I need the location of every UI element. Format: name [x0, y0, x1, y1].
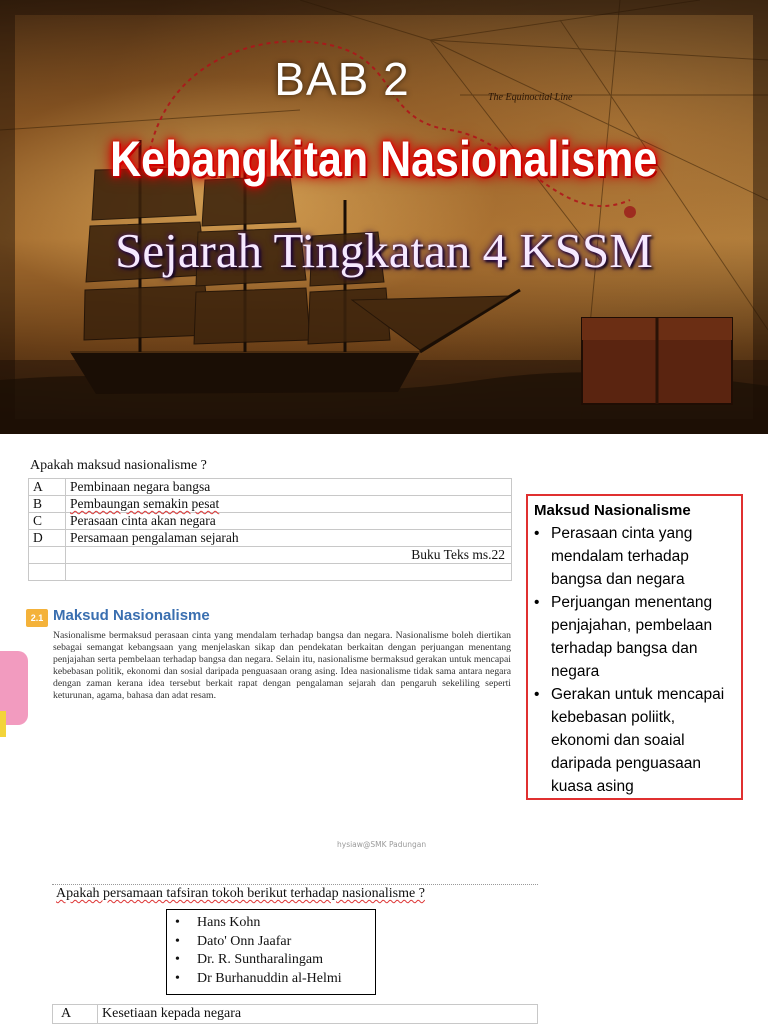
list-item-text: Perjuangan menentang penjajahan, pembelaan terhadap bangsa dan negara	[551, 594, 713, 680]
section-body: Nasionalisme bermaksud perasaan cinta yang mendalam terhadap bangsa dan negara. Nasionalisme boleh diertikan sebagai semangat kebangsaan yang menjelaskan sikap dan pendekatan berkaitan dengan perjuangan menentang penjajahan serta pembelaan terhadap bangsa dan negara. Selain itu, nasionalisme bermaksud gerakan untuk mencapai kebebasan politik, ekonomi dan sosial daripada penguasaan orang asing. Idea nasionalisme tidak sama antara negara dengan zaman kerana idea tersebut berkait rapat dengan pengalaman sejarah dan pengaruh sekeliling seperti keturunan, agama, bahasa dan adat resam.	[53, 630, 511, 702]
list-item-text: Perasaan cinta yang mendalam terhadap bangsa dan negara	[551, 525, 693, 588]
option-letter: A	[53, 1005, 98, 1024]
figures-list	[175, 914, 375, 988]
figure-name: Dato' Onn Jaafar	[197, 933, 292, 949]
notes-box	[526, 494, 743, 800]
list-item	[534, 522, 735, 591]
notes-title: Maksud Nasionalisme	[534, 502, 691, 519]
option-row	[29, 479, 512, 496]
bullet-icon: •	[175, 970, 180, 986]
source-row	[29, 547, 512, 564]
list-item	[534, 683, 735, 798]
option-letter: A	[29, 479, 66, 496]
list-item	[175, 933, 375, 952]
bullet-icon: •	[175, 952, 180, 967]
list-item	[534, 591, 735, 683]
banner-subtitle: Sejarah Tingkatan 4 KSSM	[115, 223, 653, 278]
option-text: Persamaan pengalaman sejarah	[66, 530, 512, 547]
section-title: Maksud Nasionalisme	[53, 607, 210, 624]
option-text: Kesetiaan kepada negara	[98, 1005, 538, 1024]
figure-name: Dr Burhanuddin al-Helmi	[197, 970, 342, 986]
bullet-icon: •	[534, 594, 540, 611]
bullet-icon: •	[534, 525, 540, 542]
section-number: 2.1	[26, 609, 48, 627]
option-row	[29, 530, 512, 547]
bullet-icon: •	[175, 933, 180, 949]
option-row	[29, 513, 512, 530]
chapter-label: BAB 2	[274, 53, 410, 105]
option-letter: B	[29, 496, 66, 513]
bullet-icon: •	[175, 915, 180, 930]
list-item	[175, 970, 375, 989]
watermark: hysiaw@SMK Padungan	[337, 840, 427, 849]
map-label: The Equinoctial Line	[488, 92, 573, 103]
source-reference: Buku Teks ms.22	[66, 547, 512, 564]
option-row	[53, 1005, 538, 1024]
list-item	[175, 951, 375, 970]
figures-box	[166, 909, 376, 995]
option-letter: C	[29, 513, 66, 530]
figure-name: Hans Kohn	[197, 915, 261, 930]
question-1-options	[28, 478, 512, 581]
option-row	[29, 496, 512, 513]
list-item	[175, 914, 375, 933]
cover-banner	[0, 0, 768, 434]
page-tab-decoration	[0, 651, 28, 725]
question-2-options	[52, 1004, 538, 1024]
bullet-icon: •	[534, 686, 540, 703]
notes-list	[534, 522, 735, 798]
option-text-value: Pembaungan semakin pesat	[70, 496, 220, 511]
banner-title: Kebangkitan Nasionalisme	[110, 131, 658, 187]
list-item-text: Gerakan untuk mencapai kebebasan poliitk, ekonomi dan soaial daripada penguasaan kuasa asing	[551, 686, 725, 795]
option-text: Perasaan cinta akan negara	[66, 513, 512, 530]
question-1-text: Apakah maksud nasionalisme ?	[30, 458, 207, 473]
option-letter: D	[29, 530, 66, 547]
option-text: Pembinaan negara bangsa	[66, 479, 512, 496]
option-text	[66, 496, 512, 513]
question-2-text: Apakah persamaan tafsiran tokoh berikut terhadap nasionalisme ?	[56, 886, 425, 901]
figure-name: Dr. R. Suntharalingam	[197, 952, 323, 967]
